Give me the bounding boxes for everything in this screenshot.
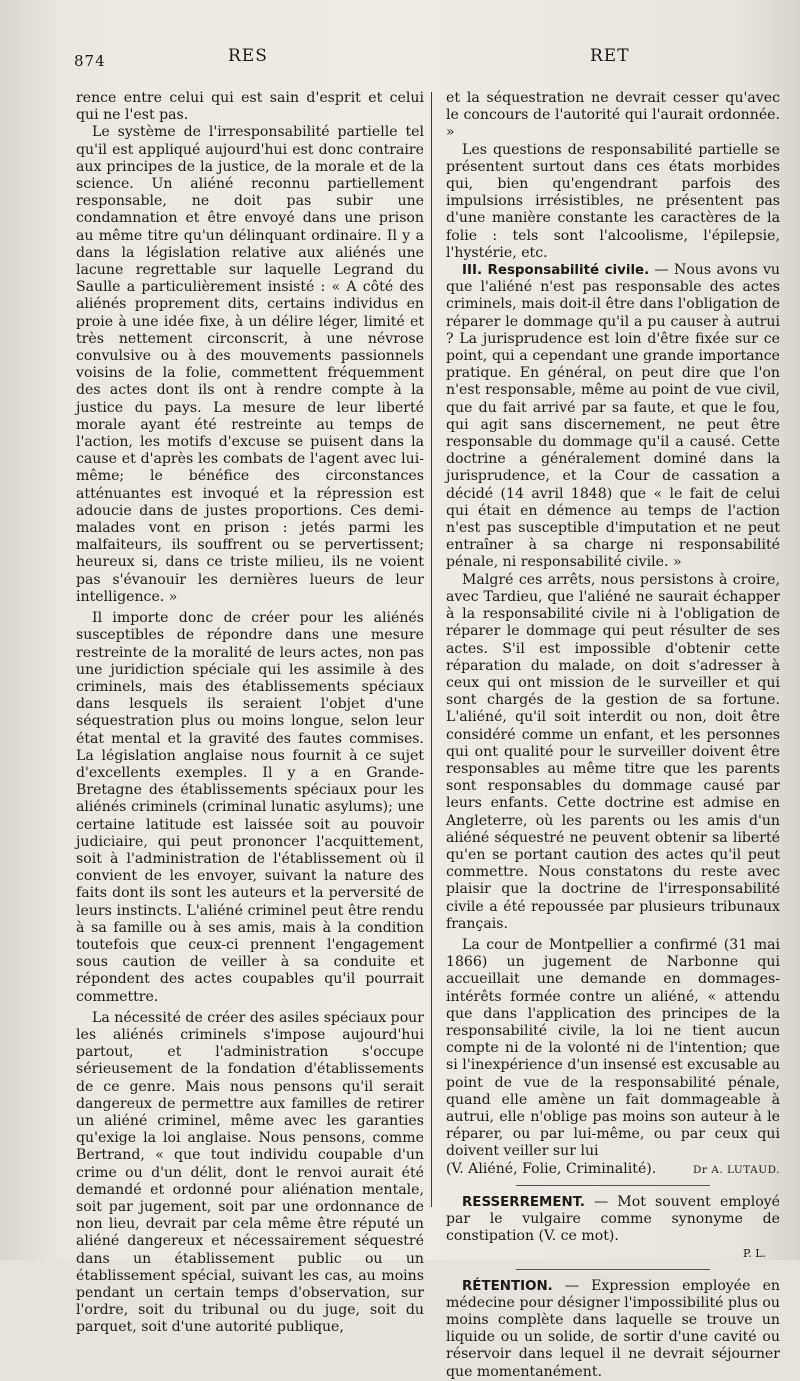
signature-row [446,1161,780,1179]
paragraph: La cour de Montpellier a confirmé (31 mai 1866) un jugement de Narbonne qui accueillait une demande en dommages-intérêts formée contre un aliéné, « attendu que dans l'application des principes de la responsabilité civile, la loi ne tient aucun compte ni de la volonté ni de l'intention; que si l'inexpérience d'un insensé est excusable au point de vue de la responsabilité pénale, quand elle amène un fait dommageable à autrui, elle n'oblige pas moins son auteur à le réparer, ou par lui-même, ou par ceux qui doivent veiller sur lui [446,936,780,1160]
column-divider [431,92,432,1207]
paragraph: Le système de l'irresponsabilité partielle tel qu'il est appliqué aujourd'hui est donc contraire aux principes de la justice, de la morale et de la science. Un aliéné reconnu partiellement responsable, ne doit pas subir une condamnation et être envoyé dans une prison au même titre qu'un délinquant ordinaire. Il y a dans la législation relative aux aliénés une lacune regrettable sur laquelle Legrand du Saulle a particulièrement insisté : « A côté des aliénés proprement dits, certains individus en proie à une idée fixe, à un délire léger, limité et très nettement circonscrit, à une névrose convulsive ou à des mouvements passionnels voisins de la folie, commettent fréquemment des actes dont ils ont à rendre compte à la justice du pays. La mesure de leur liberté morale ayant été restreinte au temps de l'action, les motifs d'excuse se puisent dans la cause et d'après les combats de l'agent avec lui-même; le bénéfice des circonstances atténuantes est invoqué et la répression est adoucie dans de justes proportions. Ces demi-malades vont en prison : jetés parmi les malfaiteurs, ils souffrent ou se pervertissent; heureux si, dans ce triste milieu, ils ne voient pas s'évanouir les dernières lueurs de leur intelligence. » [76,124,424,605]
entry-divider [516,1269,710,1270]
running-title-right: RET [590,46,630,66]
author-signature: Dr A. LUTAUD. [692,1163,780,1176]
entry-term: RESSERREMENT. [462,1194,585,1210]
section-heading: III. Responsabilité civile. [462,263,650,279]
dictionary-entry [446,1278,780,1381]
paragraph: La nécessité de créer des asiles spéciaux pour les aliénés criminels s'impose aujourd'hui partout, et l'administration s'occupe sérieusement de la fondation d'établissements de ce genre. Mais nous pensons qu'il serait dangereux de permettre aux familles de retirer un aliéné criminel, même avec les garanties qu'exige la loi anglaise. Nous pensons, comme Bertrand, « que tout individu coupable d'un crime ou d'un délit, dont le renvoi aurait été demandé et ordonné pour aliénation mentale, soit par jugement, soit par une ordonnance de non lieu, devrait par cela même être réputé un aliéné dangereux et nécessairement séquestré dans un établissement public ou un établissement spécial, suivant les cas, au moins pendant un certain temps d'observation, sur l'ordre, soit du tribunal ou du juge, soit du parquet, soit d'une autorité publique, [76,1009,424,1336]
dictionary-entry [446,1194,780,1246]
left-column [76,90,424,1337]
section-paragraph [446,262,780,572]
author-initials: P. L. [743,1247,766,1261]
page-number: 874 [74,52,106,70]
entry-text: — Expression employée en médecine pour désigner l'impossibilité plus ou moins complète dans laquelle se trouve un liquide ou un solide, de sortir d'une cavité ou réservoir dans lequel il ne devrait séjourner que momentanément. [446,1277,780,1380]
paragraph: rence entre celui qui est sain d'esprit et celui qui ne l'est pas. [76,90,424,124]
cross-reference: (V. Aliéné, Folie, Criminalité). [446,1160,657,1177]
paragraph: Les questions de responsabilité partielle se présentent surtout dans ces états morbides qui, bien qu'engendrant parfois des impulsions irrésistibles, ne présentent pas d'une manière constante les caractères de la folie : tels sont l'alcoolisme, l'épilepsie, l'hystérie, etc. [446,141,780,261]
entry-divider [516,1185,710,1186]
entry-text: — Mot souvent employé par le vulgaire comme synonyme de constipation (V. ce mot). [446,1193,780,1245]
paragraph: Malgré ces arrêts, nous persistons à croire, avec Tardieu, que l'aliéné ne saurait échapper à la responsabilité civile ni à l'obligation de réparer le dommage qui peut résulter de ses actes. S'il est impossible d'obtenir cette réparation du malade, on doit s'adresser à ceux qui ont mission de le surveiller et qui sont chargés de la gestion de sa fortune. L'aliéné, qu'il soit interdit ou non, doit être considéré comme un enfant, et les personnes qui ont qualité pour le surveiller doivent être responsables au même titre que les parents sont responsables du dommage causé par leurs enfants. Cette doctrine est admise en Angleterre, où les parents ou les amis d'un aliéné séquestré ne peuvent obtenir sa liberté qu'en se portant caution des actes qu'il peut commettre. Nous constatons du reste avec plaisir que la doctrine de l'irresponsabilité civile a été repoussée par plusieurs tribunaux français. [446,571,780,932]
section-text: — Nous avons vu que l'aliéné n'est pas responsable des actes criminels, mais doit-il être dans l'obligation de réparer le dommage qu'il a pu causer à autrui ? La jurisprudence est loin d'être fixée sur ce point, qui a cependant une grande importance pratique. En général, on peut dire que l'on n'est responsable, même au point de vue civil, que du fait arrivé par sa faute, et que le fou, qui agit sans discernement, ne peut être responsable du dommage qu'il a causé. Cette doctrine a généralement dominé dans la jurisprudence, et la Cour de cassation a décidé (14 avril 1848) que « le fait de celui qui était en démence au temps de l'action n'est pas susceptible d'imputation et ne peut entraîner à sa charge ni responsabilité pénale, ni responsabilité civile. » [446,262,780,571]
paragraph: et la séquestration ne devrait cesser qu'avec le concours de l'autorité qui l'aurait ordonnée. » [446,90,780,141]
right-column [446,90,780,1381]
entry-term: RÉTENTION. [462,1278,553,1294]
running-title-left: RES [228,46,268,66]
paragraph: Il importe donc de créer pour les aliénés susceptibles de répondre dans une mesure restreinte de la moralité de leurs actes, non pas une juridiction spéciale qui les assimile à des criminels, mais des établissements spéciaux dans lesquels ils seraient l'objet d'une séquestration plus ou moins longue, selon leur état mental et la gravité des fautes commises. La législation anglaise nous fournit à ce sujet d'excellents exemples. Il y a en Grande-Bretagne des établissements spéciaux pour les aliénés criminels (criminal lunatic asylums); une certaine latitude est laissée soit au pouvoir judiciaire, qui peut prononcer l'acquittement, soit à l'administration de l'établissement où il convient de les envoyer, suivant la nature des faits dont ils sont les auteurs et la perversité de leurs instincts. L'aliéné criminel peut être rendu à sa famille ou à ses amis, mais à la condition toutefois que ceux-ci prennent l'engagement sous caution de veiller à sa conduite et répondent des actes coupables qu'il pourrait commettre. [76,610,424,1005]
